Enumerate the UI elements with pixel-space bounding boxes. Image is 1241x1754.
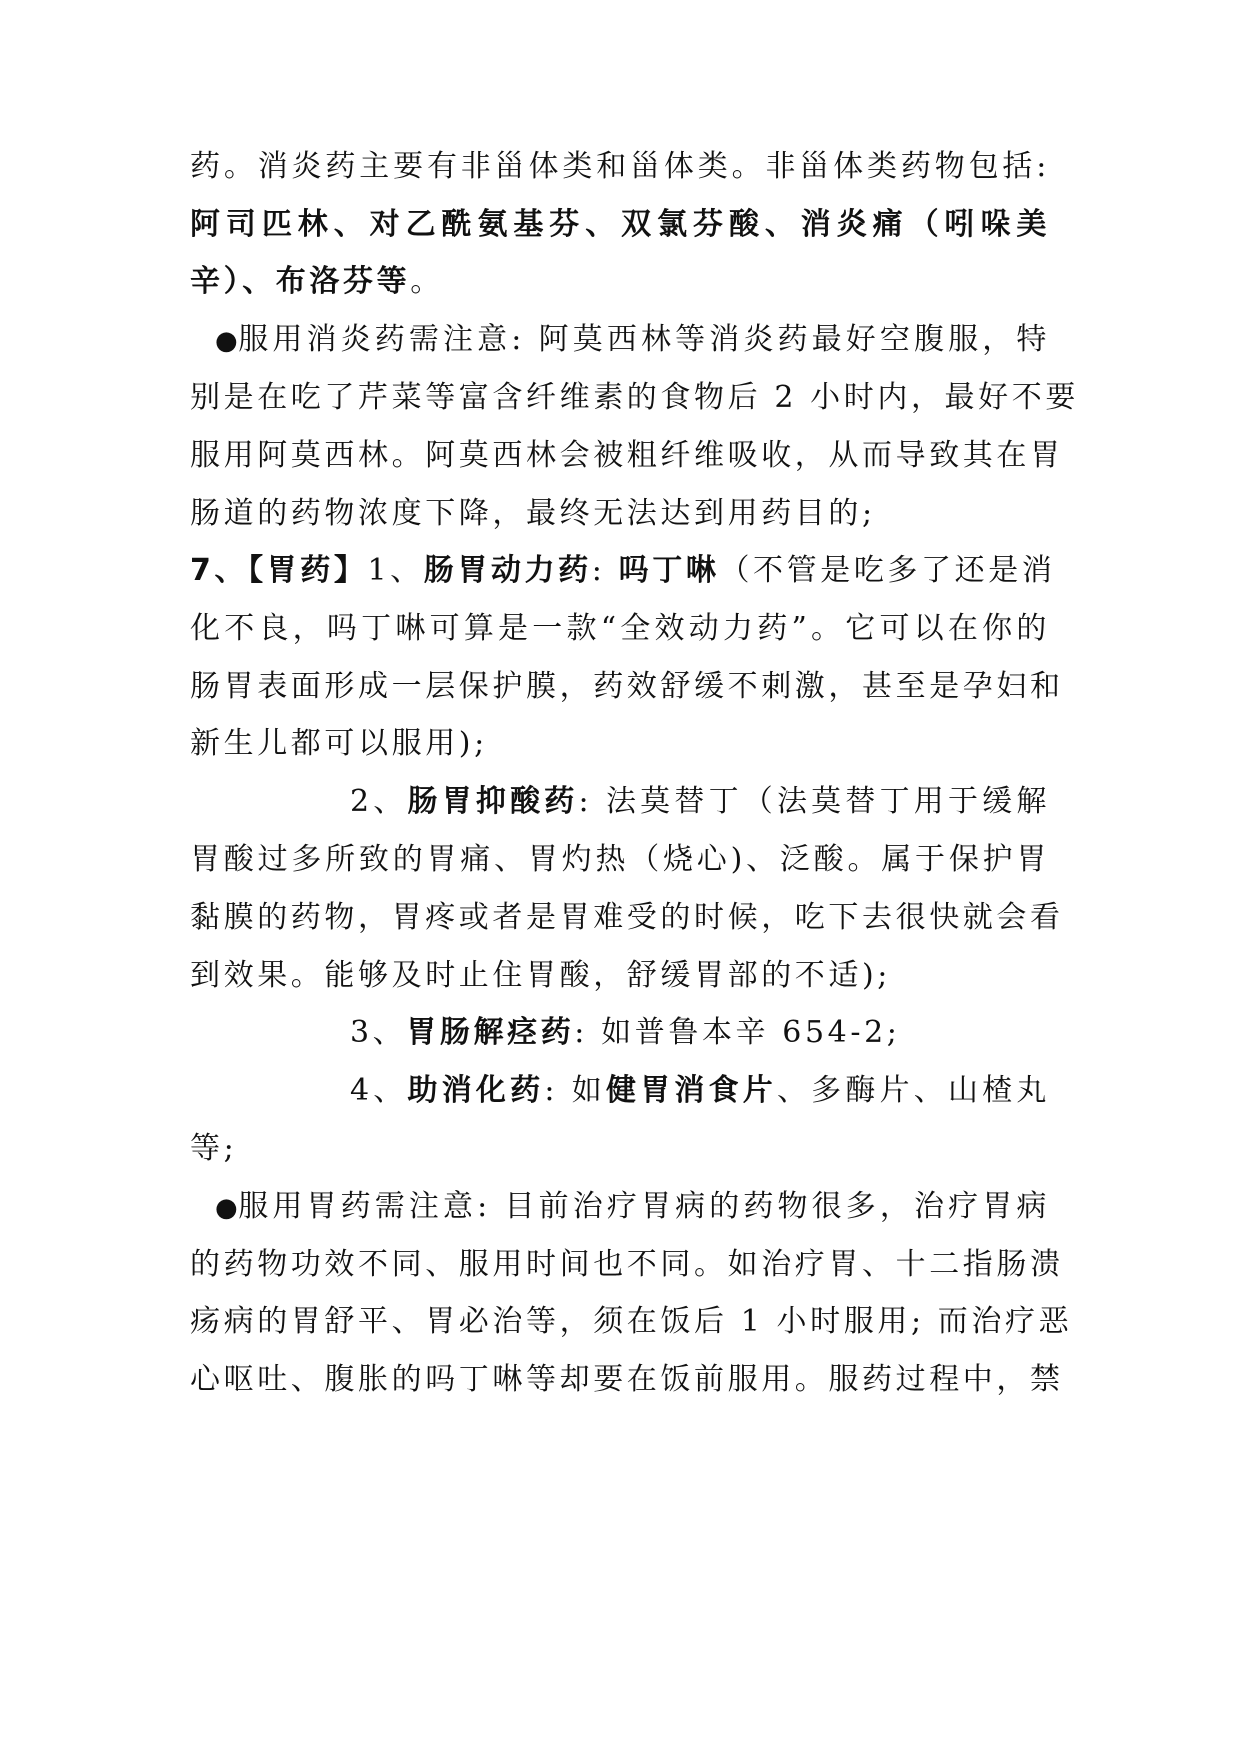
text-span: 胃酸过多所致的胃痛、胃灼热（烧心)、泛酸。属于保护胃 bbox=[190, 842, 1050, 877]
category-label: 肠胃动力药 bbox=[423, 553, 592, 588]
category-label: 胃肠解痉药 bbox=[406, 1015, 575, 1050]
text-span: 1、 bbox=[367, 553, 424, 588]
text-line bbox=[190, 898, 1064, 938]
drug-name: 健胃消食片 bbox=[605, 1073, 777, 1108]
list-item-line bbox=[350, 1013, 1050, 1053]
text-span: 4、 bbox=[350, 1073, 408, 1108]
text-line bbox=[190, 436, 1064, 476]
text-span: 的药物功效不同、服用时间也不同。如治疗胃、十二指肠溃 bbox=[190, 1247, 1064, 1282]
text-span: 服用阿莫西林。阿莫西林会被粗纤维吸收，从而导致其在胃 bbox=[190, 438, 1064, 473]
text-line bbox=[190, 1360, 1064, 1400]
text-span: 肠胃表面形成一层保护膜，药效舒缓不刺激，甚至是孕妇和 bbox=[190, 669, 1064, 704]
section-heading: 7、【胃药】 bbox=[190, 553, 368, 588]
text-span: 别是在吃了芹菜等富含纤维素的食物后 2 小时内，最好不要 bbox=[190, 380, 1079, 415]
text-span: : bbox=[591, 553, 619, 588]
text-span: 心呕吐、腹胀的吗丁啉等却要在饭前服用。服药过程中，禁 bbox=[190, 1362, 1064, 1397]
bold-drug-list: 阿司匹林、对乙酰氨基芬、双氯芬酸、消炎痛（吲哚美 bbox=[190, 207, 1050, 242]
bullet-icon: ● bbox=[215, 1193, 239, 1223]
text-line bbox=[190, 147, 1050, 187]
text-line bbox=[190, 378, 1079, 418]
text-line bbox=[190, 840, 1050, 880]
text-span: : 法莫替丁（法莫替丁用于缓解 bbox=[578, 784, 1050, 819]
category-label: 助消化药 bbox=[407, 1073, 545, 1108]
text-span: 疡病的胃舒平、胃必治等，须在饭后 1 小时服用; 而治疗恶 bbox=[190, 1304, 1073, 1339]
text-line bbox=[190, 1302, 1073, 1342]
text-line bbox=[190, 609, 1050, 649]
bullet-icon: ● bbox=[215, 326, 239, 356]
bullet-paragraph-start bbox=[215, 320, 1050, 361]
text-span: 服用消炎药需注意: 阿莫西林等消炎药最好空腹服，特 bbox=[238, 322, 1050, 357]
bullet-paragraph-start bbox=[215, 1187, 1050, 1228]
text-span: 2、 bbox=[350, 784, 408, 819]
text-span: 。 bbox=[410, 264, 444, 299]
text-span: 3、 bbox=[350, 1015, 407, 1050]
text-span: : 如普鲁本辛 654-2; bbox=[574, 1015, 901, 1050]
text-span: （不管是吃多了还是消 bbox=[719, 553, 1056, 588]
bold-drug-list: 辛）、布洛芬等 bbox=[190, 264, 411, 299]
text-span: : 如 bbox=[544, 1073, 606, 1108]
section-heading-line bbox=[190, 551, 1056, 591]
text-span: 化不良，吗丁啉可算是一款“全效动力药”。它可以在你的 bbox=[190, 611, 1050, 646]
text-line bbox=[190, 1129, 1050, 1169]
text-line bbox=[190, 494, 1050, 534]
text-span: 、多酶片、山楂丸 bbox=[776, 1073, 1050, 1108]
text-span: 新生儿都可以服用); bbox=[190, 726, 488, 761]
text-span: 服用胃药需注意: 目前治疗胃病的药物很多，治疗胃病 bbox=[238, 1189, 1050, 1224]
text-span: 药。消炎药主要有非甾体类和甾体类。非甾体类药物包括: bbox=[190, 149, 1050, 184]
category-label: 肠胃抑酸药 bbox=[407, 784, 579, 819]
list-item-line bbox=[350, 782, 1050, 822]
text-span: 肠道的药物浓度下降，最终无法达到用药目的; bbox=[190, 496, 876, 531]
text-line bbox=[190, 956, 1050, 996]
drug-name: 吗丁啉 bbox=[618, 553, 720, 588]
text-span: 黏膜的药物，胃疼或者是胃难受的时候，吃下去很快就会看 bbox=[190, 900, 1064, 935]
text-span: 到效果。能够及时止住胃酸，舒缓胃部的不适); bbox=[190, 958, 892, 993]
list-item-line bbox=[350, 1071, 1050, 1111]
text-span: 等; bbox=[190, 1131, 238, 1166]
text-line bbox=[190, 667, 1064, 707]
text-line bbox=[190, 1245, 1064, 1285]
text-line bbox=[190, 724, 1050, 764]
text-line bbox=[190, 262, 1050, 302]
text-line-bold bbox=[190, 205, 1050, 245]
